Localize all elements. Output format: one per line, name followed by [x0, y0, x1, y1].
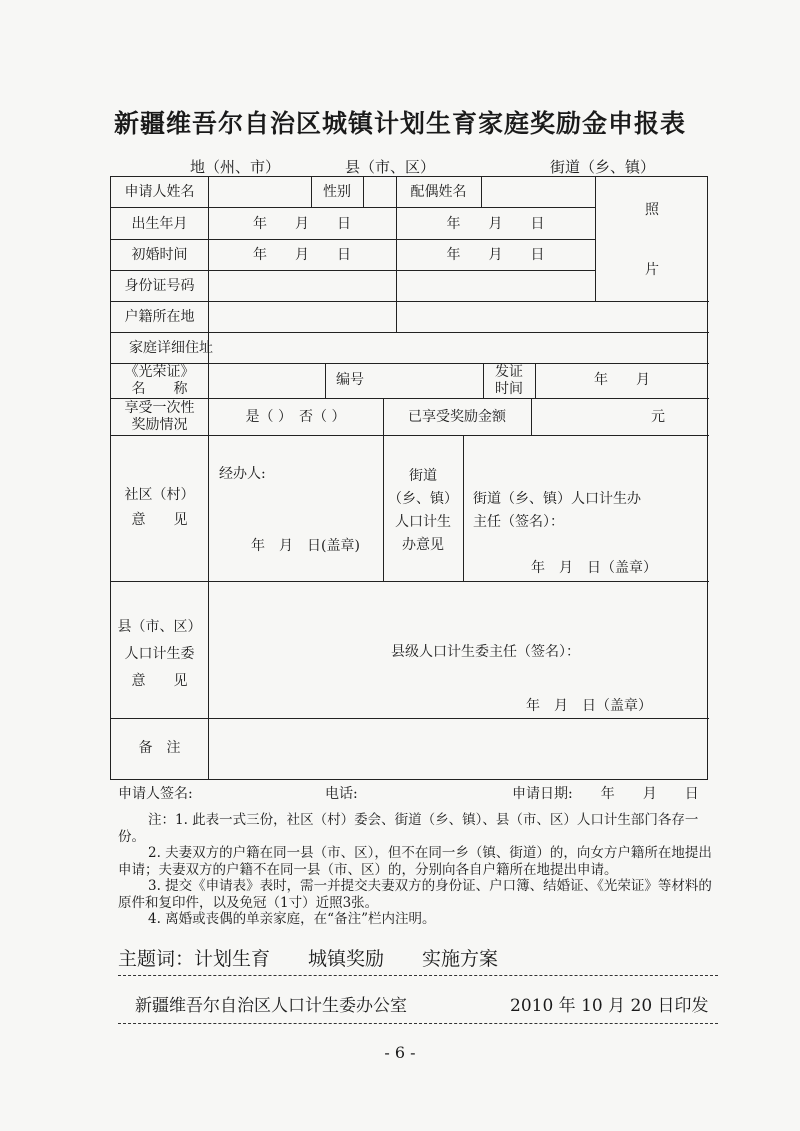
page-title: 新疆维吾尔自治区城镇计划生育家庭奖励金申报表: [113, 109, 686, 138]
label-one-time-1: 享受一次性: [124, 400, 195, 416]
label-street-3: 人口计生: [395, 514, 451, 530]
issuer-office: 新疆维吾尔自治区人口计生委办公室: [135, 996, 407, 1016]
label-county-2: 人口计生委: [124, 646, 195, 662]
issue-year-month: 年 月: [594, 372, 650, 388]
label-issue-2: 时间: [495, 381, 523, 397]
yuan-unit: 元: [651, 409, 665, 425]
label-county-3: 意 见: [131, 673, 188, 689]
label-gender: 性别: [323, 184, 351, 200]
label-id-number: 身份证号码: [124, 278, 195, 294]
label-street-director-1: 街道（乡、镇）人口计生办: [473, 491, 641, 507]
label-issue-1: 发证: [495, 364, 523, 380]
label-applicant-name: 申请人姓名: [124, 184, 195, 200]
applicant-signature: 申请人签名:: [118, 786, 193, 802]
keywords-line: 主题词：计划生育 城镇奖励 实施方案: [118, 948, 499, 970]
photo-label-2: 片: [645, 262, 659, 278]
birth-date-spouse: 年 月 日: [446, 216, 545, 232]
label-first-marriage: 初婚时间: [131, 247, 188, 263]
region-county: 县（市、区）: [345, 158, 436, 176]
marriage-date-spouse: 年 月 日: [446, 247, 545, 263]
application-form-table: [110, 176, 708, 780]
label-street-4: 办意见: [402, 537, 444, 553]
note-1: 注：1. 此表一式三份，社区（村）委会、街道（乡、镇）、县（市、区）人口计生部门各存一份。: [118, 812, 699, 845]
birth-date-applicant: 年 月 日: [253, 216, 351, 232]
note-3: 3. 提交《申请表》表时，需一并提交夫妻双方的身份证、户口簿、结婚证、《光荣证》等材料的原件和复印件，以及免冠（1寸）近照3张。: [118, 878, 712, 911]
county-seal-date: 年 月 日（盖章）: [526, 698, 652, 714]
label-street-2: （乡、镇）: [388, 491, 458, 507]
divider-bottom: [118, 1023, 718, 1024]
label-birth-date: 出生年月: [131, 216, 188, 232]
label-community-2: 意 见: [131, 512, 188, 528]
photo-label-1: 照: [645, 202, 659, 218]
community-seal-date: 年 月 日(盖章): [251, 538, 360, 554]
marriage-date-applicant: 年 月 日: [253, 247, 351, 263]
street-seal-date: 年 月 日（盖章）: [531, 560, 657, 576]
label-household-reg: 户籍所在地: [124, 309, 195, 325]
label-handler: 经办人:: [219, 466, 266, 482]
note-2: 2. 夫妻双方的户籍在同一县（市、区），但不在同一乡（镇、街道）的，向女方户籍所在地提出申请；夫妻双方的户籍不在同一县（市、区）的，分别向各自户籍所在地提出申请。: [118, 845, 712, 878]
label-spouse-name: 配偶姓名: [410, 184, 467, 200]
label-glory-cert-2: 名 称: [131, 381, 188, 397]
apply-date: 申请日期: 年 月 日: [512, 786, 699, 802]
label-serial-no: 编号: [336, 372, 364, 388]
label-glory-cert-1: 《光荣证》: [124, 364, 195, 380]
label-address: 家庭详细住址: [129, 340, 213, 356]
label-county-1: 县（市、区）: [117, 619, 202, 635]
notes-section: [118, 812, 718, 928]
label-remarks: 备 注: [138, 740, 181, 756]
page-number: - 6 -: [384, 1043, 416, 1062]
label-one-time-2: 奖励情况: [131, 417, 188, 433]
applicant-phone: 电话:: [325, 786, 358, 802]
label-received-amount: 已享受奖励金额: [408, 409, 506, 425]
note-4: 4. 离婚或丧偶的单亲家庭，在“备注”栏内注明。: [148, 911, 436, 927]
label-county-director: 县级人口计生委主任（签名）：: [391, 644, 580, 660]
yes-no-checkbox[interactable]: 是（ ） 否（ ）: [245, 409, 346, 425]
divider-top: [118, 975, 718, 976]
label-street-1: 街道: [409, 468, 437, 484]
region-street: 街道（乡、镇）: [550, 158, 656, 176]
label-community-1: 社区（村）: [124, 487, 195, 503]
label-street-director-2: 主任（签名）：: [473, 514, 564, 530]
region-prefecture: 地（州、市）: [190, 158, 281, 176]
issue-date: 2010 年 10 月 20 日印发: [510, 996, 709, 1016]
